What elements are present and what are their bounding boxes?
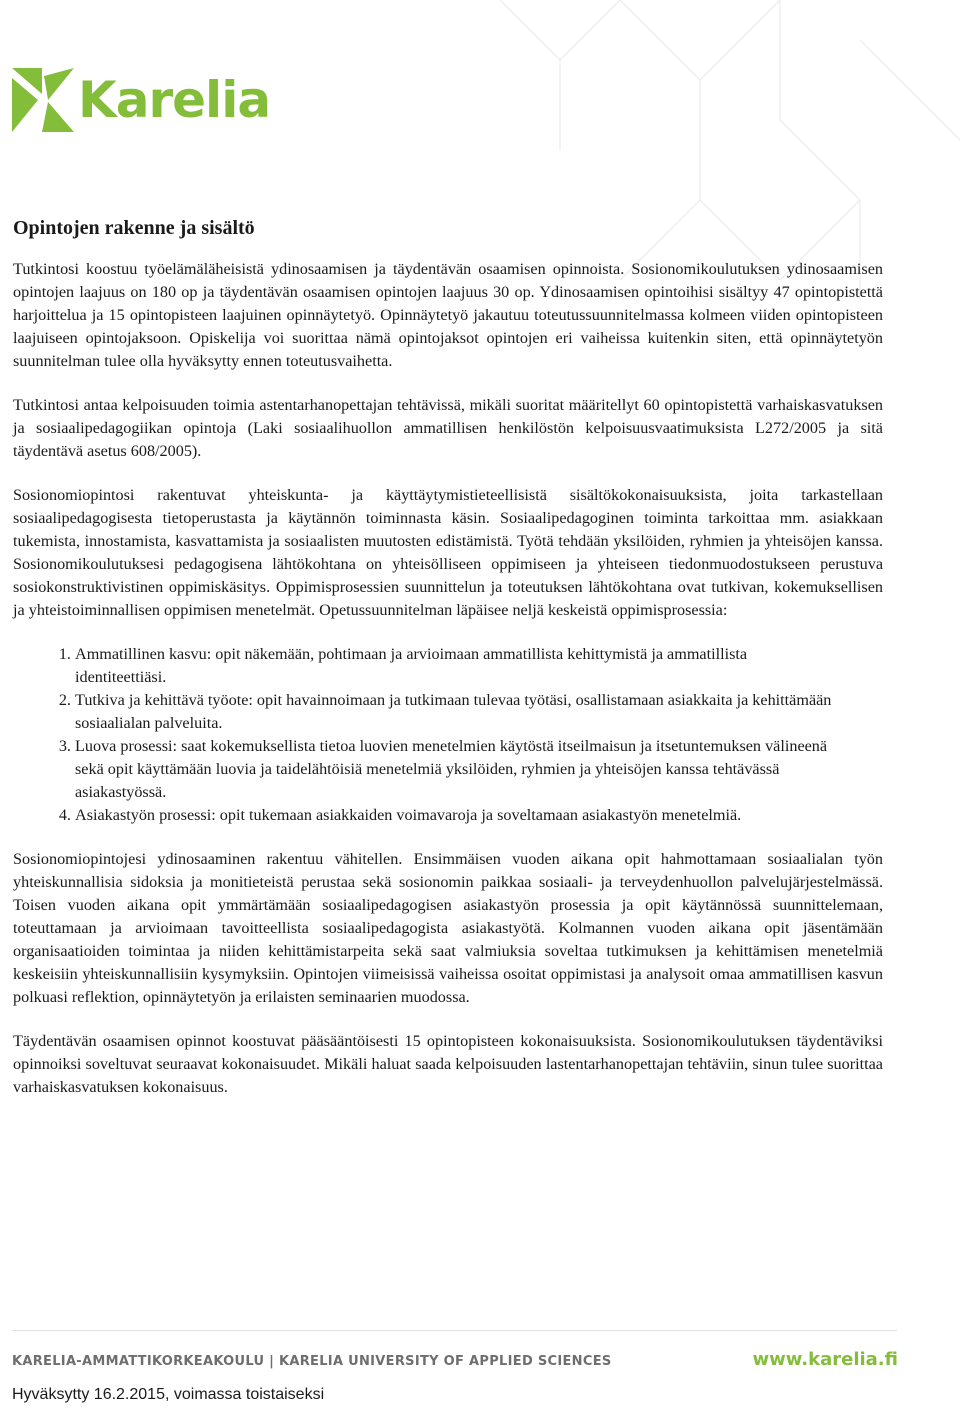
- list-item: 2. Tutkiva ja kehittävä työote: opit havainnoimaan ja tutkimaan tulevaa työtäsi, osallistamaan asiakkaita ja kehittämään sosiaalialan palveluita.: [75, 689, 883, 735]
- page-title: Opintojen rakenne ja sisältö: [13, 217, 255, 239]
- paragraph-qualification: Tutkintosi antaa kelpoisuuden toimia astentarhanopettajan tehtävissä, mikäli suoritat määritellyt 60 opintopistettä varhaiskasvatuksen ja sosiaalipedagogiikan opintoja (Laki sosiaalihuollon ammatillisen henkilöstön kelpoisuusvaatimuksista L272/2005 ja sitä täydentävä asetus 608/2005).: [13, 396, 883, 460]
- paragraph-studies-content: Sosionomiopintosi rakentuvat yhteiskunta- ja käyttäytymistieteellisistä sisältökokonaisuuksista, joita tarkastellaan sosiaalipedagogisesta tietoperustasta ja käytännön toiminnasta käsin. Sosiaalipedagoginen toiminta tarkoittaa mm. asiakkaan tukemista, innostamista, kasvattamista ja sosiaalisten muutosten edistämistä. Työtä tehdään yksilöiden, ryhmien ja yhteisöjen kanssa. Sosionomikoulutuksesi pedagogisena lähtökohtana on yhteisölliseen oppimiseen ja yhteiseen tiedonmuodostukseen perustuva sosiokonstruktivistinen oppimiskäsitys. Oppimisprosessien suunnittelun ja toteutuksen lähtökohtana ovat tutkivan, kokemuksellisen ja yhteistoiminnallisen oppimisen menetelmät. Opetussuunnitelman läpäisee neljä keskeistä oppimisprosessia:: [13, 486, 883, 619]
- footer-institution: KARELIA-AMMATTIKORKEAKOULU | KARELIA UNIVERSITY OF APPLIED SCIENCES: [12, 1354, 612, 1369]
- paragraph-core-competence: Sosionomiopintojesi ydinosaaminen rakentuu vähitellen. Ensimmäisen vuoden aikana opit hahmottamaan sosiaalialan työn yhteiskunnallisia sidoksia ja monitieteistä perustaa sekä sosionomin paikkaa sosiaali- ja terveydenhuollon palvelujärjestelmässä. Toisen vuoden aikana opit ymmärtämään sosiaalipedagogisen asiakastyön prosessia ja opit käytännössä suunnittelemaan, toteuttamaan ja arvioimaan tavoitteellista sosiaalipedagogista asiakastyötä. Kolmannen vuoden aikana opit jäsentämään organisaatioiden toimintaa ja niiden kehittämistarpeita sekä saat valmiuksia soveltaa tutkimuksen ja kehittämisen menetelmiä keskeisiin yhteiskunnallisiin kysymyksiin. Opintojen viimeisissä vaiheissa osoitat oppimistasi ja analysoit omaa ammatillisen kasvun polkuasi reflektion, opinnäytetyön ja erilaisten seminaarien muodossa.: [13, 850, 883, 1006]
- approval-note: Hyväksytty 16.2.2015, voimassa toistaiseksi: [12, 1386, 325, 1403]
- list-item: 4. Asiakastyön prosessi: opit tukemaan asiakkaiden voimavaroja ja soveltamaan asiakastyön menetelmiä.: [75, 804, 883, 827]
- karelia-k-logo-icon: [12, 68, 74, 132]
- paragraph-complementary-studies: Täydentävän osaamisen opinnot koostuvat pääsääntöisesti 15 opintopisteen kokonaisuuksista. Sosionomikoulutuksen täydentäviksi opinnoiksi soveltuvat seuraavat kokonaisuudet. Mikäli haluat saada kelpoisuuden lastentarhanopettajan tehtäviin, sinun tulee suorittaa varhaiskasvatuksen kokonaisuus.: [13, 1032, 883, 1096]
- footer-website: www.karelia.fi: [752, 1349, 898, 1370]
- list-item: 3. Luova prosessi: saat kokemuksellista tietoa luovien menetelmien käytöstä itseilmaisun ja itsetuntemuksen välineenä sekä opit käyttämään luovia ja taidelähtöisiä menetelmiä yksilöiden, ryhmien ja yhteisöjen kanssa tehtävässä asiakastyössä.: [75, 735, 883, 804]
- karelia-logo: [12, 68, 272, 134]
- list-item: 1. Ammatillinen kasvu: opit näkemään, pohtimaan ja arvioimaan ammatillista kehittymistä ja ammatillista identiteettiäsi.: [75, 643, 883, 689]
- document-body: [13, 214, 883, 1120]
- learning-processes-list: [13, 643, 883, 827]
- logo-wordmark: Karelia: [78, 71, 271, 129]
- paragraph-degree-structure: Tutkintosi koostuu työelämäläheisistä ydinosaamisen ja täydentävän osaamisen opinnoista. Sosionomikoulutuksen ydinosaamisen opintojen laajuus on 180 op ja täydentävän osaamisen opintojen laajuus 30 op. Ydinosaamisen opintoihisi sisältyy 47 opintopistettä harjoittelua ja 15 opintopisteen laajuinen opinnäytetyö. Opinnäytetyö jakautuu toteutussuunnitelmassa kolmeen viiden opintopisteen laajuiseen opintojaksoon. Opiskelija voi suorittaa nämä opintojaksot opintojen eri vaiheissa kuitenkin siten, että opinnäytetyön suunnitelman tulee olla hyväksytty ennen toteutusvaihetta.: [13, 260, 883, 370]
- footer-divider: [12, 1330, 897, 1331]
